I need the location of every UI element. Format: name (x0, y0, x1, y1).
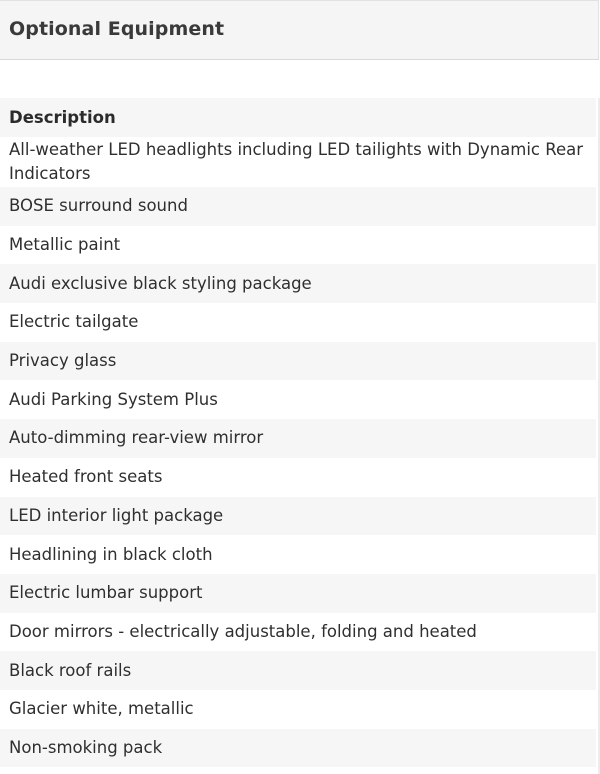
table-cell: Audi Parking System Plus (9, 389, 218, 409)
table-row (0, 187, 596, 226)
table-cell: Headlining in black cloth (9, 544, 213, 564)
table-row (0, 419, 596, 458)
table-cell: Glacier white, metallic (9, 699, 194, 719)
table-cell: Auto-dimming rear-view mirror (9, 428, 264, 448)
table-row (0, 729, 596, 768)
table-cell: Black roof rails (9, 660, 132, 680)
section-header (0, 0, 599, 60)
table-row (0, 137, 596, 187)
section-title: Optional Equipment (9, 18, 225, 40)
table-cell: Non-smoking pack (9, 737, 163, 757)
table-row (0, 264, 596, 303)
table-cell: Door mirrors - electrically adjustable, folding and heated (9, 621, 477, 641)
equipment-table-container (0, 98, 600, 767)
table-cell: Electric lumbar support (9, 583, 203, 603)
table-row (0, 380, 596, 419)
table-cell: Electric tailgate (9, 312, 139, 332)
table-cell: Audi exclusive black styling package (9, 273, 312, 293)
table-header-row (0, 98, 596, 137)
table-row (0, 690, 596, 729)
table-row (0, 342, 596, 381)
table-row (0, 651, 596, 690)
table-row (0, 226, 596, 265)
column-header-description: Description (9, 107, 116, 127)
table-row (0, 303, 596, 342)
table-row (0, 497, 596, 536)
table-cell: LED interior light package (9, 505, 224, 525)
table-row (0, 574, 596, 613)
table-row (0, 535, 596, 574)
table-cell: BOSE surround sound (9, 196, 188, 216)
table-cell: Heated front seats (9, 467, 163, 487)
table-row (0, 613, 596, 652)
table-cell: Privacy glass (9, 351, 117, 371)
table-cell: All-weather LED headlights including LED tailights with Dynamic Rear Indicators (9, 140, 584, 183)
table-cell: Metallic paint (9, 235, 121, 255)
table-row (0, 458, 596, 497)
equipment-table (0, 98, 596, 767)
